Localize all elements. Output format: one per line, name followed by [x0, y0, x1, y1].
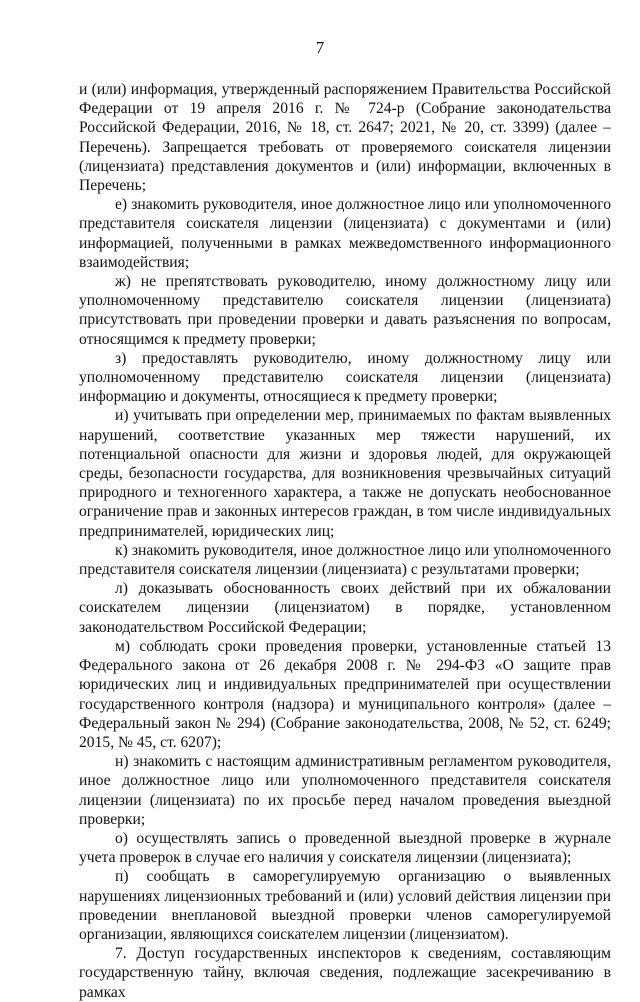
paragraph-item-z: з) предоставлять руководителю, иному должностному лицу или уполномоченному представителю соискателя лицензии (лицензиата) информацию и документы, относящиеся к предмету проверки; [79, 349, 611, 406]
paragraph-continuation: и (или) информация, утвержденный распоряжением Правительства Российской Федерации от 19 апреля 2016 г. № 724-р (Собрание законодательства Российской Федерации, 2016, № 18, ст. 2647; 2021, № 20, ст. 3399) (далее – Перечень). Запрещается требовать от проверяемого соискателя лицензии (лицензиата) представления документов и (или) информации, включенных в Перечень; [79, 81, 611, 195]
paragraph-item-o: о) осуществлять запись о проведенной выездной проверке в журнале учета проверок в случае его наличия у соискателя лицензии (лицензиата); [79, 829, 611, 867]
paragraph-section-7: 7. Доступ государственных инспекторов к сведениям, составляющим государственную тайну, включая сведения, подлежащие засекречиванию в рамках [79, 945, 611, 1001]
paragraph-item-zh: ж) не препятствовать руководителю, иному должностному лицу или уполномоченному представителю соискателя лицензии (лицензиата) присутствовать при проведении проверки и давать разъяснения по вопросам, относящимся к предмету проверки; [79, 273, 611, 348]
page-number: 7 [315, 38, 325, 57]
paragraph-item-l: л) доказывать обоснованность своих действий при их обжаловании соискателем лицензии (лицензиатом) в порядке, установленном законодательством Российской Федерации; [79, 580, 611, 636]
paragraph-item-n: н) знакомить с настоящим административным регламентом руководителя, иное должностное лицо или уполномоченного представителя соискателя лицензии (лицензиата) по их просьбе перед началом проведения выездной проверки; [79, 753, 611, 828]
paragraph-item-p: п) сообщать в саморегулируемую организацию о выявленных нарушениях лицензионных требований и (или) условий действия лицензии при проведении внеплановой выездной проверки членов саморегулируемой организации, являющихся соискателем лицензии (лицензиатом). [79, 868, 611, 943]
paragraph-item-e: е) знакомить руководителя, иное должностное лицо или уполномоченного представителя соискателя лицензии (лицензиата) с документами и (или) информацией, полученными в рамках межведомственного информационного взаимодействия; [79, 196, 611, 271]
paragraph-item-m: м) соблюдать сроки проведения проверки, установленные статьей 13 Федерального закона от 26 декабря 2008 г. № 294-ФЗ «О защите прав юридических лиц и индивидуальных предпринимателей при осуществлении государственного контроля (надзора) и муниципального контроля» (далее – Федеральный закон № 294) (Собрание законодательства, 2008, № 52, ст. 6249; 2015, № 45, ст. 6207); [79, 637, 611, 751]
paragraph-item-k: к) знакомить руководителя, иное должностное лицо или уполномоченного представителя соискателя лицензии (лицензиата) с результатами проверки; [79, 541, 611, 579]
paragraph-item-i: и) учитывать при определении мер, принимаемых по фактам выявленных нарушений, соответствие указанных мер тяжести нарушений, их потенциальной опасности для жизни и здоровья людей, для окружающей среды, безопасности государства, для возникновения чрезвычайных ситуаций природного и техногенного характера, а также не допускать необоснованное ограничение прав и законных интересов граждан, в том числе индивидуальных предпринимателей, юридических лиц; [79, 407, 611, 540]
document-body [79, 80, 611, 1002]
